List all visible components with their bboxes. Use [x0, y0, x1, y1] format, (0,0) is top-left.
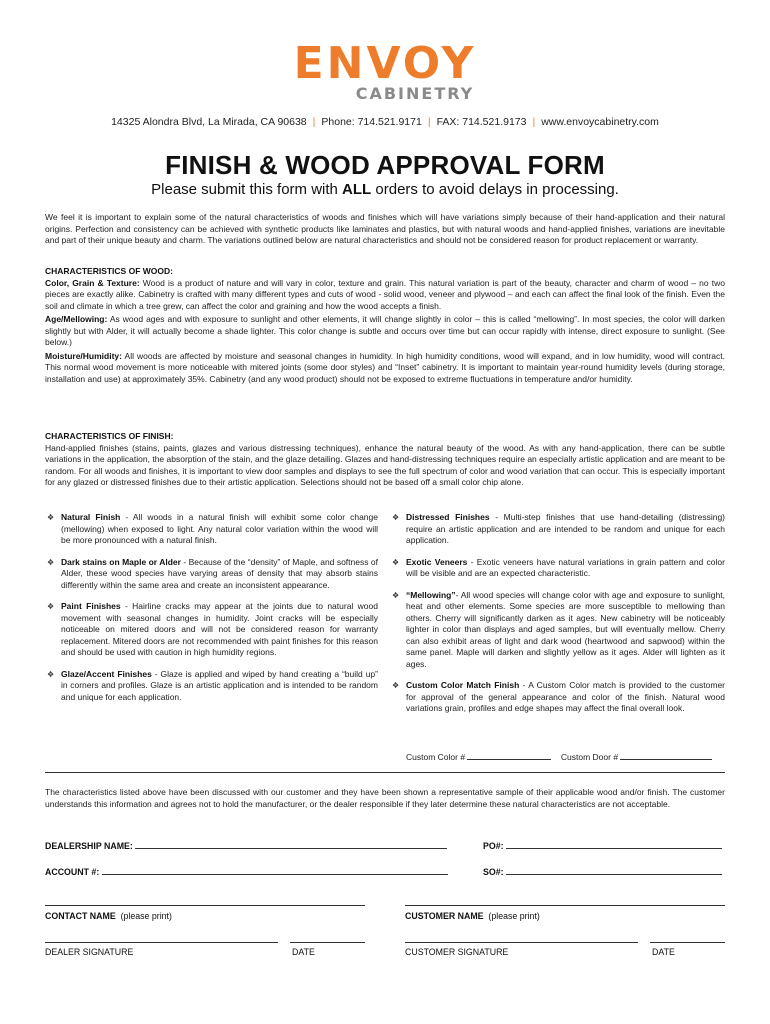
- bullet-dark-stains: [45, 557, 378, 592]
- intro-paragraph: We feel it is important to explain some of the natural characteristics of woods and finishes which will have variations simply because of their hand-application and their natural origins. Perfection and consistency can be achieved with synthetic products like laminates and plastics, but with natural woods and hand-applied finishes, variations are inevitable and part of their unique beauty and charm. The variations outlined below are natural characteristics and should not be considered reason for product replacement or warranty.: [45, 212, 725, 245]
- print-note: (please print): [120, 911, 172, 921]
- dealer-date-field[interactable]: [290, 942, 365, 943]
- custom-door-field[interactable]: [620, 759, 712, 760]
- dealer-date-label: DATE: [292, 947, 315, 957]
- acknowledgement-paragraph: The characteristics listed above have been discussed with our customer and they have been shown a representative sample of their applicable wood and/or finish. The customer understands this information and agrees not to hold the manufacturer, or the dealer responsible if they later determine these natural characteristics are not acceptable.: [45, 787, 725, 809]
- phone: Phone: 714.521.9171: [321, 116, 422, 128]
- website-link[interactable]: www.envoycabinetry.com: [541, 116, 659, 128]
- bullet-label: Exotic Veneers: [406, 556, 468, 567]
- right-bullets: [390, 512, 725, 726]
- customer-date-field[interactable]: [650, 942, 725, 943]
- bullet-label: Natural Finish: [61, 512, 121, 522]
- color-grain-label: Color, Grain & Texture:: [45, 277, 140, 288]
- so-row: [483, 867, 722, 877]
- custom-color-label: Custom Color #: [406, 752, 466, 762]
- custom-door-label: Custom Door #: [560, 752, 619, 762]
- bullet-label: Custom Color Match Finish: [406, 680, 520, 690]
- bullet-text: - Glaze is applied and wiped by hand creating a “build up” in corners and profiles. Glaze is an artistic application and is intended to be random and unique for each application.: [61, 668, 378, 702]
- contact-label-text: CONTACT NAME: [45, 911, 116, 921]
- age-mellowing-label: Age/Mellowing:: [45, 314, 108, 324]
- custom-color-field[interactable]: [467, 759, 551, 760]
- print-note: (please print): [488, 911, 540, 921]
- account-label: ACCOUNT #:: [45, 867, 100, 877]
- bullet-label: Paint Finishes: [61, 601, 121, 611]
- contact-line: [40, 116, 730, 128]
- bullet-text: - All woods in a natural finish will exhibit some color change (mellowing) when exposed to light. Any natural color variation within the wood will be more pronounced with a natural finish.: [61, 512, 378, 545]
- dealer-signature-field[interactable]: [45, 942, 278, 943]
- account-field[interactable]: [102, 874, 448, 875]
- diamond-bullet-icon: ❖: [47, 669, 55, 679]
- age-mellowing-paragraph: [45, 314, 725, 349]
- bullet-exotic-veneers: [390, 557, 725, 580]
- dealer-signature-label: DEALER SIGNATURE: [45, 947, 134, 957]
- separator: |: [532, 116, 536, 128]
- moisture-paragraph: [45, 351, 725, 386]
- bullet-text: - Hairline cracks may appear at the joints due to natural wood movement with seasonal changes in humidity. Joint cracks will be especially noticeable on mitered doors and will not be considered reason for warranty replacement. Mitered doors are not recommended with paint finishes for this reason and should be used with caution in high humidity regions.: [61, 601, 378, 657]
- subtitle-bold: ALL: [342, 181, 372, 198]
- bullet-text: - Exotic veneers have natural variations in grain pattern and color will be visible and are an expected characteristic.: [406, 556, 725, 578]
- color-grain-paragraph: [45, 278, 725, 313]
- dealership-label: DEALERSHIP NAME:: [45, 841, 133, 851]
- wood-section: [45, 266, 725, 385]
- custom-numbers: [406, 752, 712, 762]
- bullet-mellowing: [390, 590, 725, 671]
- bullet-text: - All wood species will change color with age and exposure to sunlight, heat and other elements. Some species are more susceptible to mellowing than others. Cherry will significantly darken as it ages. New cabinetry will be noticeably lighter in color than displays and aged samples, but will eventually mellow. Cherry can also exhibit areas of light and dark wood (heartwood and sapwood) within the same panel. Maple will darken and slightly yellow as it ages. Alder will lighten as it ages.: [406, 589, 725, 669]
- customer-name-field[interactable]: [405, 905, 725, 906]
- left-bullets: [45, 512, 378, 714]
- customer-signature-label: CUSTOMER SIGNATURE: [405, 947, 509, 957]
- bullet-natural-finish: [45, 512, 378, 547]
- envoy-logo: [262, 38, 508, 103]
- color-grain-text: Wood is a product of nature and will vary in color, texture and grain. This natural variation is part of the beauty, character and charm of wood – no two pieces are exactly alike. Cabinetry is crafted with many different types and cuts of wood - solid wood, veneer and plywood – and each can affect the final look of the finish. Even the soil and climate in which a tree grew, can affect the color and graining and how the wood accepts a finish.: [45, 277, 725, 311]
- separator: |: [312, 116, 316, 128]
- finish-paragraph: Hand-applied finishes (stains, paints, glazes and various distressing techniques), enhance the natural beauty of the wood. As with any hand-application, there can be subtle variations in the application, the absorption of the stain, and the glaze detailing. Glazes and hand-distressing techniques require an especially artistic application and are meant to be random. For all woods and finishes, it is important to view door samples and displays to see the full spectrum of color and wood variation that can occur. This is especially important for any glazed or distressed finishes due to their artistic application. Selections should not be based off a small color chip alone.: [45, 442, 725, 487]
- fax: FAX: 714.521.9173: [436, 116, 527, 128]
- dealership-row: [45, 841, 447, 851]
- form-title: FINISH & WOOD APPROVAL FORM: [165, 150, 605, 180]
- wood-heading: CHARACTERISTICS OF WOOD:: [45, 266, 173, 276]
- bullet-label: Distressed Finishes: [406, 512, 490, 522]
- bullet-text: - Multi-step finishes that use hand-detailing (distressing) require an artistic application and are intended to be random and unique for each application.: [406, 512, 725, 545]
- logo-sub-text: CABINETRY: [355, 84, 475, 103]
- diamond-bullet-icon: ❖: [392, 513, 400, 522]
- bullet-label: Glaze/Accent Finishes: [61, 668, 152, 679]
- contact-name-field[interactable]: [45, 905, 365, 906]
- bullet-custom-color-match: [390, 680, 725, 715]
- po-label: PO#:: [483, 841, 504, 851]
- address: 14325 Alondra Blvd, La Mirada, CA 90638: [111, 116, 307, 128]
- moisture-label: Moisture/Humidity:: [45, 350, 122, 361]
- finish-section: [45, 431, 725, 489]
- diamond-bullet-icon: ❖: [392, 681, 400, 690]
- bullet-label: Dark stains on Maple or Alder: [61, 556, 181, 567]
- bullet-label: “Mellowing”: [406, 589, 456, 600]
- divider: [45, 772, 725, 773]
- separator: |: [427, 116, 431, 128]
- so-label: SO#:: [483, 867, 504, 877]
- so-field[interactable]: [506, 874, 722, 875]
- diamond-bullet-icon: ❖: [392, 590, 400, 600]
- customer-name-label: [405, 911, 540, 921]
- bullet-distressed-finishes: [390, 512, 725, 547]
- customer-label-text: CUSTOMER NAME: [405, 911, 484, 921]
- account-row: [45, 867, 448, 877]
- contact-name-label: [45, 911, 172, 921]
- bullet-paint-finishes: [45, 601, 378, 659]
- dealership-field[interactable]: [135, 848, 447, 849]
- diamond-bullet-icon: ❖: [47, 513, 55, 522]
- moisture-text: All woods are affected by moisture and seasonal changes in humidity. In high humidity conditions, wood will expand, and in low humidity, wood will contract. This normal wood movement is more noticeable with mitered joints (some door styles) and “Inset” cabinetry. It is important to maintain year-round humidity levels (during storage, installation and use) at approximately 35%. Cabinetry (and any wood product) should not be exposed to extreme fluctuations in temperature and/or humidity.: [45, 350, 725, 384]
- form-subtitle: [40, 181, 730, 198]
- subtitle-pre: Please submit this form with: [151, 181, 343, 198]
- bullet-text: - Because of the “density” of Maple, and softness of Alder, these wood species have varying areas of density that may absorb stains differently within the same area and create an inconsistent appearance.: [61, 556, 378, 590]
- diamond-bullet-icon: ❖: [47, 602, 55, 611]
- bullet-text: - A Custom Color match is provided to the customer for approval of the general appearance and color of the finish. Natural wood variations grain, profiles and edge shapes may affect the final overall look.: [406, 680, 725, 713]
- diamond-bullet-icon: ❖: [47, 557, 55, 567]
- po-field[interactable]: [506, 848, 722, 849]
- diamond-bullet-icon: ❖: [392, 557, 400, 567]
- subtitle-post: orders to avoid delays in processing.: [371, 181, 619, 198]
- bullet-glaze-accent: [45, 669, 378, 704]
- age-mellowing-text: As wood ages and with exposure to sunlight and other elements, it will change slightly in color – this is called “mellowing”. In most species, the color will darken slightly but with Alder, it will actually become a shade lighter. This color change is subtle and occurs over time but can occur rapidly with intense, direct exposure to sunlight. (See below.): [45, 314, 725, 347]
- logo-main-text: ENVOY: [293, 38, 477, 89]
- po-row: [483, 841, 722, 851]
- customer-signature-field[interactable]: [405, 942, 638, 943]
- finish-heading: CHARACTERISTICS OF FINISH:: [45, 431, 174, 441]
- customer-date-label: DATE: [652, 947, 675, 957]
